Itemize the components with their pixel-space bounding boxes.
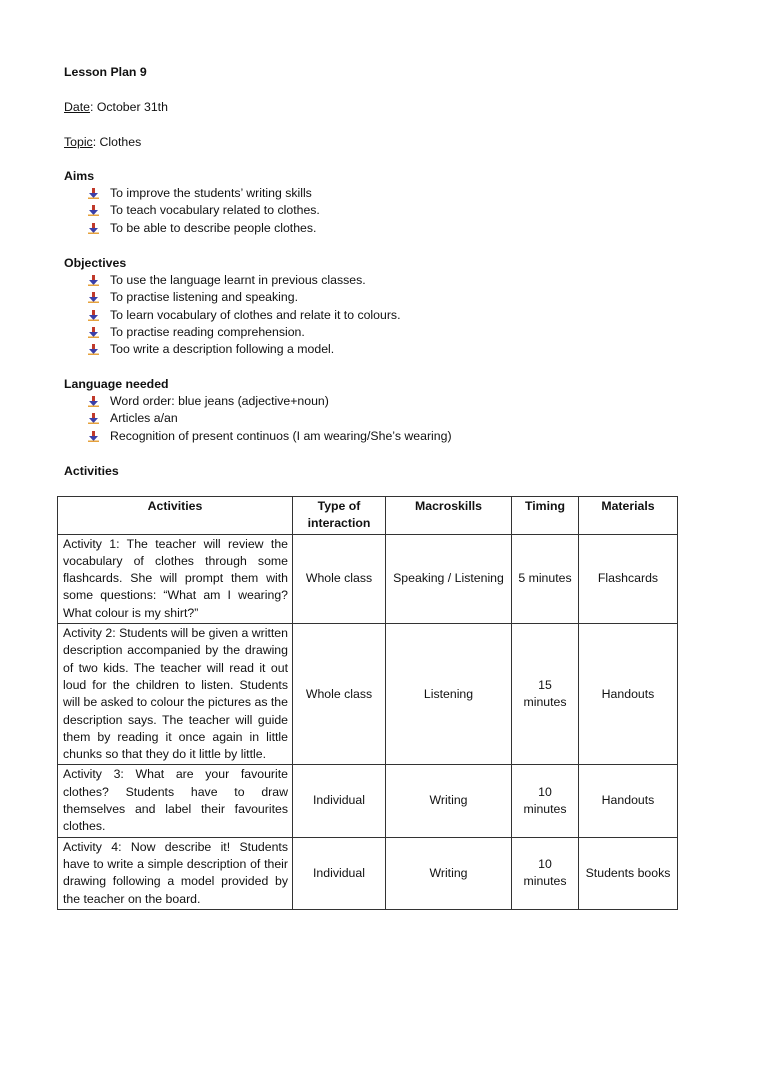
interaction-cell: Whole class (293, 534, 386, 623)
language-item (88, 393, 452, 410)
item-text: To practise listening and speaking. (110, 290, 298, 305)
timing-cell: 5 minutes (512, 534, 579, 623)
activity-cell: Activity 3: What are your favourite clothes? Students have to draw themselves and label their favourites clothes. (58, 765, 293, 837)
table-row (58, 624, 678, 765)
table-row (58, 534, 678, 623)
item-text: To learn vocabulary of clothes and relate it to colours. (110, 307, 401, 322)
bullet-arrow-icon (88, 327, 99, 338)
item-text: To improve the students’ writing skills (110, 186, 312, 200)
item-text: To practise reading comprehension. (110, 324, 305, 339)
bullet-arrow-icon (88, 413, 99, 424)
objectives-section (64, 255, 401, 358)
item-text: Articles a/an (110, 411, 178, 426)
lesson-title: Lesson Plan 9 (64, 65, 147, 79)
objectives-item (88, 272, 401, 289)
column-header: Activities (58, 497, 293, 535)
timing-cell: 15 minutes (512, 624, 579, 765)
topic-label: Topic (64, 135, 93, 149)
bullet-arrow-icon (88, 275, 99, 286)
activity-cell: Activity 4: Now describe it! Students have to write a simple description of their drawing following a model provided by the teacher on the board. (58, 837, 293, 909)
item-text: To be able to describe people clothes. (110, 220, 317, 235)
activities-heading: Activities (64, 464, 119, 478)
item-text: To use the language learnt in previous classes. (110, 273, 366, 287)
bullet-arrow-icon (88, 205, 99, 216)
aims-heading: Aims (64, 169, 95, 183)
activity-cell: Activity 2: Students will be given a written description accompanied by the drawing of two kids. The teacher will read it out loud for the children to listen. Students will be asked to colour the pictures as the description says. The teacher will guide them by reading it once again in little chunks so that they do it little by little. (58, 624, 293, 765)
materials-cell: Handouts (579, 624, 678, 765)
date-line (64, 99, 168, 116)
language-item (88, 410, 452, 427)
interaction-cell: Whole class (293, 624, 386, 765)
language-item (88, 428, 452, 445)
materials-cell: Flashcards (579, 534, 678, 623)
language-list (64, 393, 452, 445)
bullet-arrow-icon (88, 431, 99, 442)
objectives-item (88, 289, 401, 306)
item-text: Recognition of present continuos (I am wearing/She’s wearing) (110, 428, 452, 443)
objectives-list (64, 272, 401, 358)
bullet-arrow-icon (88, 188, 99, 199)
language-section (64, 376, 452, 445)
activities-table (57, 496, 678, 910)
macroskills-cell: Writing (386, 765, 512, 837)
table-row (58, 765, 678, 837)
aims-list (64, 185, 320, 237)
interaction-cell: Individual (293, 837, 386, 909)
column-header: Type of interaction (293, 497, 386, 535)
date-value: : October 31th (89, 100, 168, 114)
activity-cell: Activity 1: The teacher will review the vocabulary of clothes through some flashcards. She will prompt them with some questions: “What am I wearing? What colour is my shirt?” (58, 534, 293, 623)
timing-cell: 10 minutes (512, 837, 579, 909)
objectives-heading: Objectives (64, 256, 127, 270)
language-heading: Language needed (64, 377, 169, 391)
item-text: To teach vocabulary related to clothes. (110, 203, 320, 218)
date-label: Date (64, 100, 90, 114)
bullet-arrow-icon (88, 344, 99, 355)
bullet-arrow-icon (88, 396, 99, 407)
aims-item (88, 220, 320, 237)
macroskills-cell: Speaking / Listening (386, 534, 512, 623)
column-header: Macroskills (386, 497, 512, 535)
item-text: Too write a description following a model. (110, 342, 335, 357)
bullet-arrow-icon (88, 292, 99, 303)
aims-section (64, 168, 320, 237)
timing-cell: 10 minutes (512, 765, 579, 837)
bullet-arrow-icon (88, 223, 99, 234)
aims-item (88, 185, 320, 202)
topic-value: : Clothes (92, 135, 142, 149)
item-text: Word order: blue jeans (adjective+noun) (110, 394, 329, 408)
aims-item (88, 202, 320, 219)
bullet-arrow-icon (88, 310, 99, 321)
objectives-item (88, 324, 401, 341)
macroskills-cell: Listening (386, 624, 512, 765)
table-row (58, 837, 678, 909)
materials-cell: Handouts (579, 765, 678, 837)
column-header: Timing (512, 497, 579, 535)
objectives-item (88, 307, 401, 324)
table-header-row (58, 497, 678, 535)
interaction-cell: Individual (293, 765, 386, 837)
objectives-item (88, 341, 401, 358)
materials-cell: Students books (579, 837, 678, 909)
column-header: Materials (579, 497, 678, 535)
topic-line (64, 134, 141, 151)
macroskills-cell: Writing (386, 837, 512, 909)
